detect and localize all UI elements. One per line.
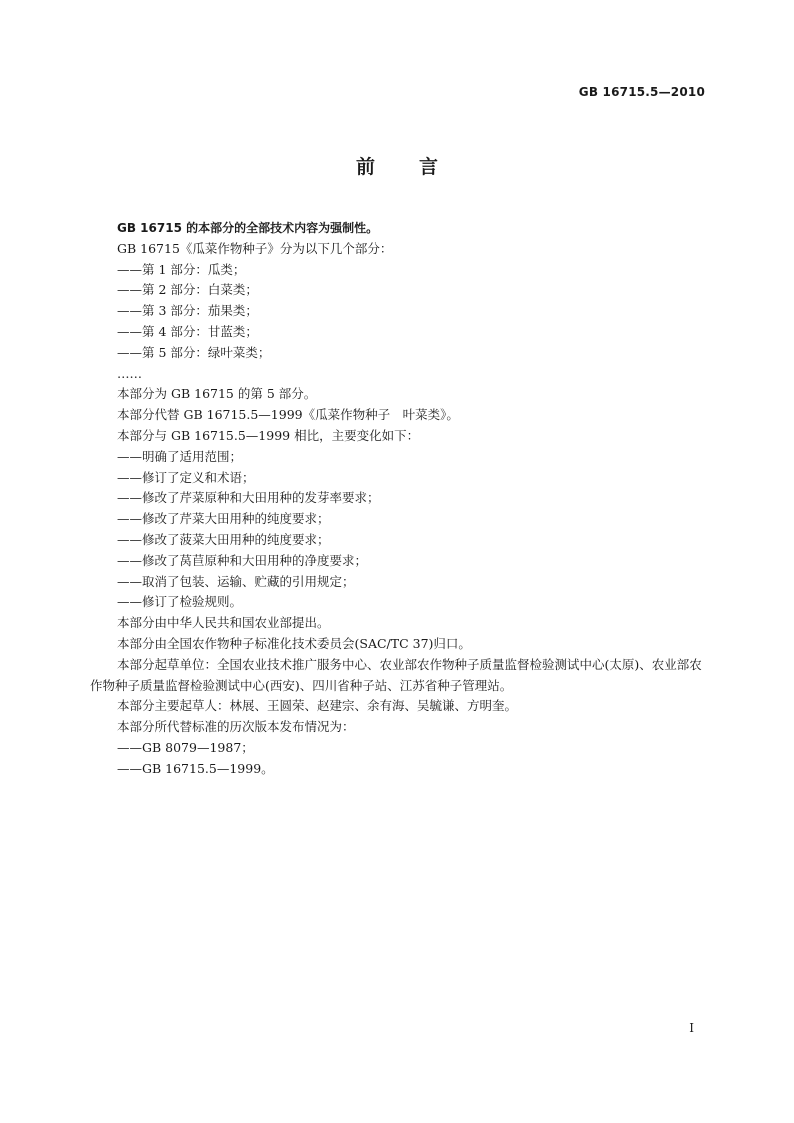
list-item-part-2: ——第 2 部分：白菜类； xyxy=(117,282,258,298)
paragraph-proposed-by: 本部分由中华人民共和国农业部提出。 xyxy=(117,615,330,631)
paragraph-drafting-units: 本部分起草单位：全国农业技术推广服务中心、农业部农作物种子质量监督检验测试中心(太原)、农业部农作物种子质量监督检验测试中心(西安)、四川省种子站、江苏省种子管理站。 xyxy=(90,656,702,693)
list-item-change-3: ——修改了芹菜原种和大田用种的发芽率要求； xyxy=(117,490,380,506)
list-item-history-1: ——GB 8079—1987； xyxy=(117,739,254,755)
list-item-part-4: ——第 4 部分：甘蓝类； xyxy=(117,323,258,339)
list-item-change-5: ——修改了菠菜大田用种的纯度要求； xyxy=(117,531,330,547)
paragraph-history-intro: 本部分所代替标准的历次版本发布情况为： xyxy=(117,719,355,735)
list-item-history-2: ——GB 16715.5—1999。 xyxy=(117,760,274,776)
standard-number: GB 16715.5—2010 xyxy=(578,85,705,99)
list-item-change-7: ——取消了包装、运输、贮藏的引用规定； xyxy=(117,573,355,589)
list-ellipsis: …… xyxy=(117,365,142,381)
paragraph-replaces: 本部分代替 GB 16715.5—1999《瓜菜作物种子 叶菜类》。 xyxy=(117,407,459,423)
list-item-change-8: ——修订了检验规则。 xyxy=(117,594,243,610)
list-item-part-1: ——第 1 部分：瓜类； xyxy=(117,261,246,277)
paragraph-mandatory-statement: GB 16715 的本部分的全部技术内容为强制性。 xyxy=(117,221,379,235)
document-body xyxy=(90,218,706,780)
list-item-change-6: ——修改了莴苣原种和大田用种的净度要求； xyxy=(117,552,368,568)
paragraph-part-statement: 本部分为 GB 16715 的第 5 部分。 xyxy=(117,386,317,402)
paragraph-changes-intro: 本部分与 GB 16715.5—1999 相比，主要变化如下： xyxy=(117,427,420,443)
paragraph-parts-intro: GB 16715《瓜菜作物种子》分为以下几个部分： xyxy=(117,240,393,256)
list-item-change-1: ——明确了适用范围； xyxy=(117,448,243,464)
list-item-change-2: ——修订了定义和术语； xyxy=(117,469,255,485)
page-title: 前言 xyxy=(355,156,482,178)
list-item-part-5: ——第 5 部分：绿叶菜类； xyxy=(117,344,271,360)
list-item-change-4: ——修改了芹菜大田用种的纯度要求； xyxy=(117,511,330,527)
page-number: I xyxy=(689,1021,694,1035)
paragraph-administered-by: 本部分由全国农作物种子标准化技术委员会(SAC/TC 37)归口。 xyxy=(117,635,471,651)
paragraph-drafters: 本部分主要起草人：林展、王圆荣、赵建宗、余有海、吴毓谦、方明奎。 xyxy=(117,698,518,714)
list-item-part-3: ——第 3 部分：茄果类； xyxy=(117,303,258,319)
